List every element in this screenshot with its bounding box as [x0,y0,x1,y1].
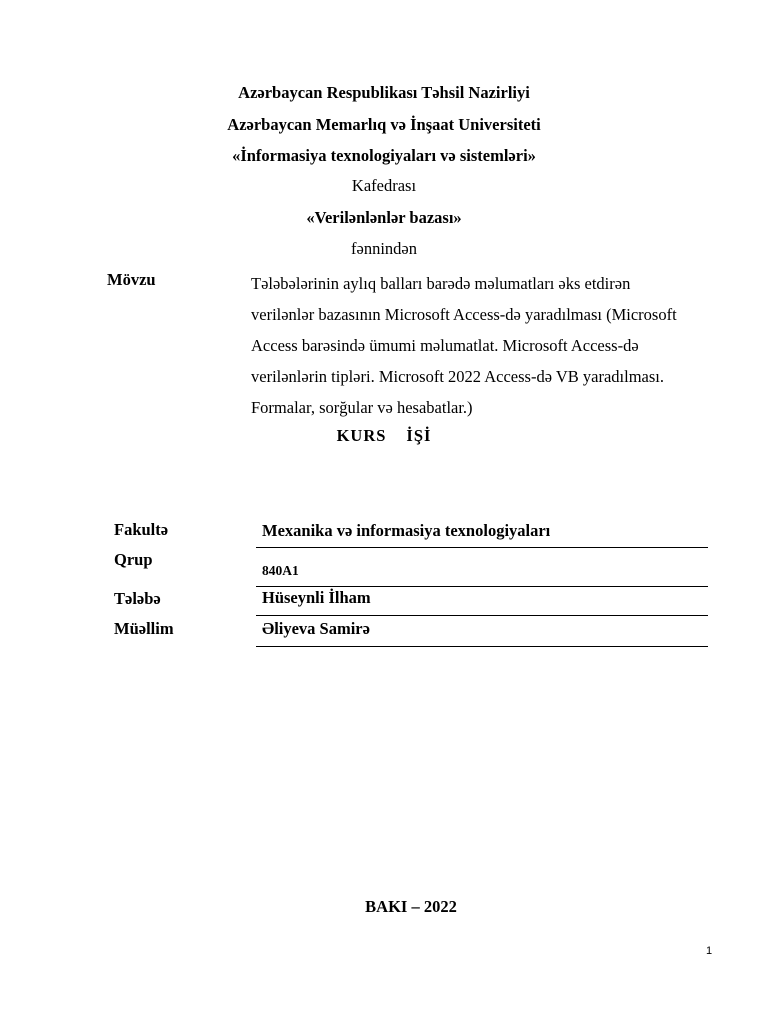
work-type-word: İŞİ [406,426,432,445]
subject-line: Tələbələrinin aylıq balları barədə məlumatları əks etdirən [251,274,631,293]
subject-line: Access barəsində ümumi məlumatlat. Microsoft Access-də [251,336,639,355]
student-underline [256,615,708,616]
faculty-label: Fakultə [114,520,169,539]
teacher-underline [256,646,708,647]
department-word: Kafedrası [351,176,417,195]
subject-line: verilənlərin tipləri. Microsoft 2022 Access-də VB yaradılması. [251,367,665,386]
course-name: «Verilənlənlər bazası» [306,208,462,227]
faculty-value: Mexanika və informasiya texnologiyaları [262,521,551,540]
teacher-value: Əliyeva Samirə [262,619,370,638]
teacher-label: Müəllim [114,619,174,638]
group-label: Qrup [114,550,153,569]
group-underline [256,586,708,587]
ministry-title: Azərbaycan Respublikası Təhsil Nazirliyi [238,83,530,102]
faculty-underline [256,547,708,548]
city-year: BAKI – 2022 [365,897,457,916]
work-type-word: KURS [336,426,387,445]
course-word: fənnindən [351,239,417,258]
department-name: «İnformasiya texnologiyaları və sistemləri» [232,146,536,165]
subject-line: Formalar, sorğular və hesabatlar.) [251,398,473,417]
student-label: Tələbə [114,589,161,608]
subject-label: Mövzu [107,270,156,289]
group-value: 840A1 [262,563,299,578]
subject-line: verilənlər bazasının Microsoft Access-də yaradılması (Microsoft [251,305,677,324]
page-number: 1 [706,945,713,957]
student-value: Hüseynli İlham [262,588,371,607]
university-title: Azərbaycan Memarlıq və İnşaat Universiteti [227,115,541,134]
subject-text [251,268,721,423]
work-type-title [0,426,768,446]
